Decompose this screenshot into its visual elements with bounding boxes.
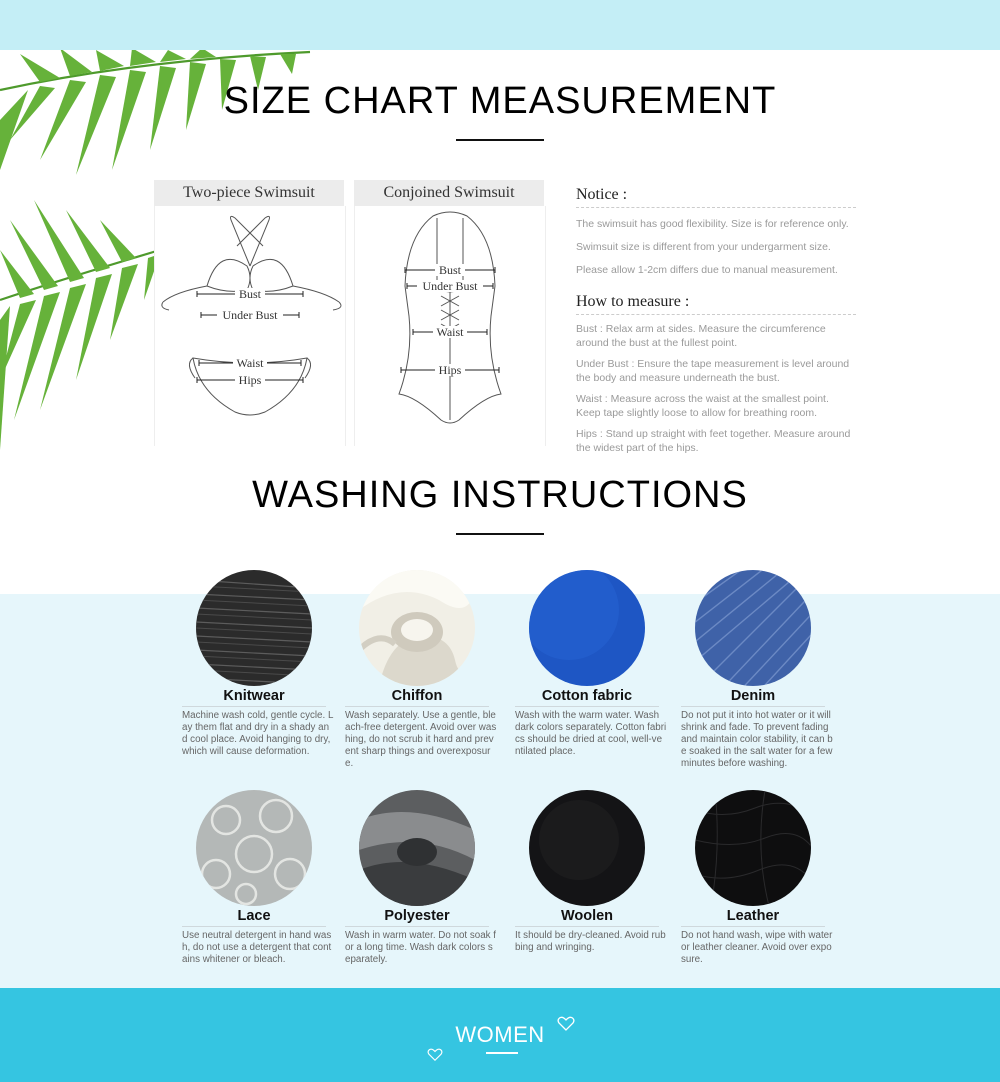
- heart-icon: [557, 1016, 575, 1032]
- conjoined-card: [354, 180, 544, 446]
- conjoined-diagram: [354, 206, 546, 446]
- washing-title: WASHING INSTRUCTIONS: [252, 474, 748, 516]
- heart-icon: [427, 1048, 443, 1062]
- chiffon-swatch: [359, 570, 475, 686]
- how-to-item: Hips : Stand up straight with feet together. Measure around the widest part of the hips.: [576, 428, 851, 454]
- two-piece-diagram: [154, 206, 346, 446]
- women-label: WOMEN: [455, 1022, 545, 1047]
- lace-swatch: [196, 790, 312, 906]
- polyester-swatch: [359, 790, 475, 906]
- two-piece-hips-label: Hips: [238, 373, 262, 387]
- woolen-swatch: [529, 790, 645, 906]
- fabric-description: Machine wash cold, gentle cycle. Lay them flat and dry in a shady and cool place. Avoid hanging to dry, which will cause deformation.: [182, 710, 334, 757]
- fabric-denim: [681, 570, 851, 770]
- footer-banner: [0, 988, 1000, 1082]
- notice-item: The swimsuit has good flexibility. Size is for reference only.: [576, 218, 849, 230]
- conjoined-waist-label: Waist: [436, 325, 464, 339]
- conjoined-under-bust-label: Under Bust: [422, 279, 478, 293]
- fabric-woolen: [515, 790, 685, 954]
- two-piece-title: Two-piece Swimsuit: [154, 180, 344, 206]
- top-banner-strip: [0, 0, 1000, 50]
- denim-swatch: [695, 570, 811, 686]
- fabric-name: Denim: [681, 688, 825, 707]
- leather-swatch: [695, 790, 811, 906]
- fabric-chiffon: [345, 570, 515, 770]
- size-notes: [576, 186, 856, 455]
- fabric-description: Do not put it into hot water or it will shrink and fade. To prevent fading and maintain color stability, it can be soaked in the salt water for a few minutes before washing.: [681, 710, 833, 769]
- how-to-item: Waist : Measure across the waist at the smallest point. Keep tape slightly loose to allow for breathing room.: [576, 393, 829, 419]
- two-piece-bust-label: Bust: [238, 287, 262, 301]
- conjoined-hips-label: Hips: [438, 363, 462, 377]
- women-underline: [486, 1052, 518, 1054]
- how-to-measure-heading: How to measure :: [576, 293, 856, 315]
- conjoined-bust-label: Bust: [438, 263, 462, 277]
- how-to-measure-list: [576, 322, 856, 455]
- fabric-polyester: [345, 790, 515, 966]
- washing-title-underline: [456, 533, 544, 535]
- notice-item: Swimsuit size is different from your undergarment size.: [576, 241, 831, 253]
- fabric-knitwear: [182, 570, 352, 758]
- fabric-leather: [681, 790, 851, 966]
- notice-heading: Notice :: [576, 186, 856, 208]
- two-piece-card: [154, 180, 344, 446]
- fabric-name: Polyester: [345, 908, 489, 927]
- fabric-description: Use neutral detergent in hand wash, do not use a detergent that contains whitener or bleach.: [182, 930, 332, 965]
- fabric-name: Chiffon: [345, 688, 489, 707]
- fabric-name: Knitwear: [182, 688, 326, 707]
- fabric-cotton: [515, 570, 685, 758]
- fabric-name: Leather: [681, 908, 825, 927]
- notice-list: [576, 217, 856, 277]
- two-piece-under-bust-label: Under Bust: [222, 308, 278, 322]
- how-to-item: Under Bust : Ensure the tape measurement is level around the body and measure underneath the bust.: [576, 358, 850, 384]
- fabric-name: Cotton fabric: [515, 688, 659, 707]
- fabric-description: It should be dry-cleaned. Avoid rubbing and wringing.: [515, 930, 666, 953]
- fabric-name: Lace: [182, 908, 326, 927]
- conjoined-title: Conjoined Swimsuit: [354, 180, 544, 206]
- fabric-description: Wash in warm water. Do not soak for a long time. Wash dark colors separately.: [345, 930, 496, 965]
- fabric-description: Wash with the warm water. Wash dark colors separately. Cotton fabrics should be dried at cool, well-ventilated place.: [515, 710, 667, 757]
- how-to-item: Bust : Relax arm at sides. Measure the circumference around the bust at the fullest point.: [576, 323, 826, 349]
- cotton-swatch: [529, 570, 645, 686]
- fabric-lace: [182, 790, 352, 966]
- fabric-name: Woolen: [515, 908, 659, 927]
- fabric-description: Wash separately. Use a gentle, bleach-free detergent. Avoid over washing, do not scrub it hard and prevent sharp things and overexposure.: [345, 710, 497, 769]
- knitwear-swatch: [196, 570, 312, 686]
- size-chart-title: SIZE CHART MEASUREMENT: [223, 80, 777, 122]
- notice-item: Please allow 1-2cm differs due to manual measurement.: [576, 264, 838, 276]
- two-piece-waist-label: Waist: [236, 356, 264, 370]
- size-chart-title-underline: [456, 139, 544, 141]
- fabric-description: Do not hand wash, wipe with water or leather cleaner. Avoid over exposure.: [681, 930, 833, 965]
